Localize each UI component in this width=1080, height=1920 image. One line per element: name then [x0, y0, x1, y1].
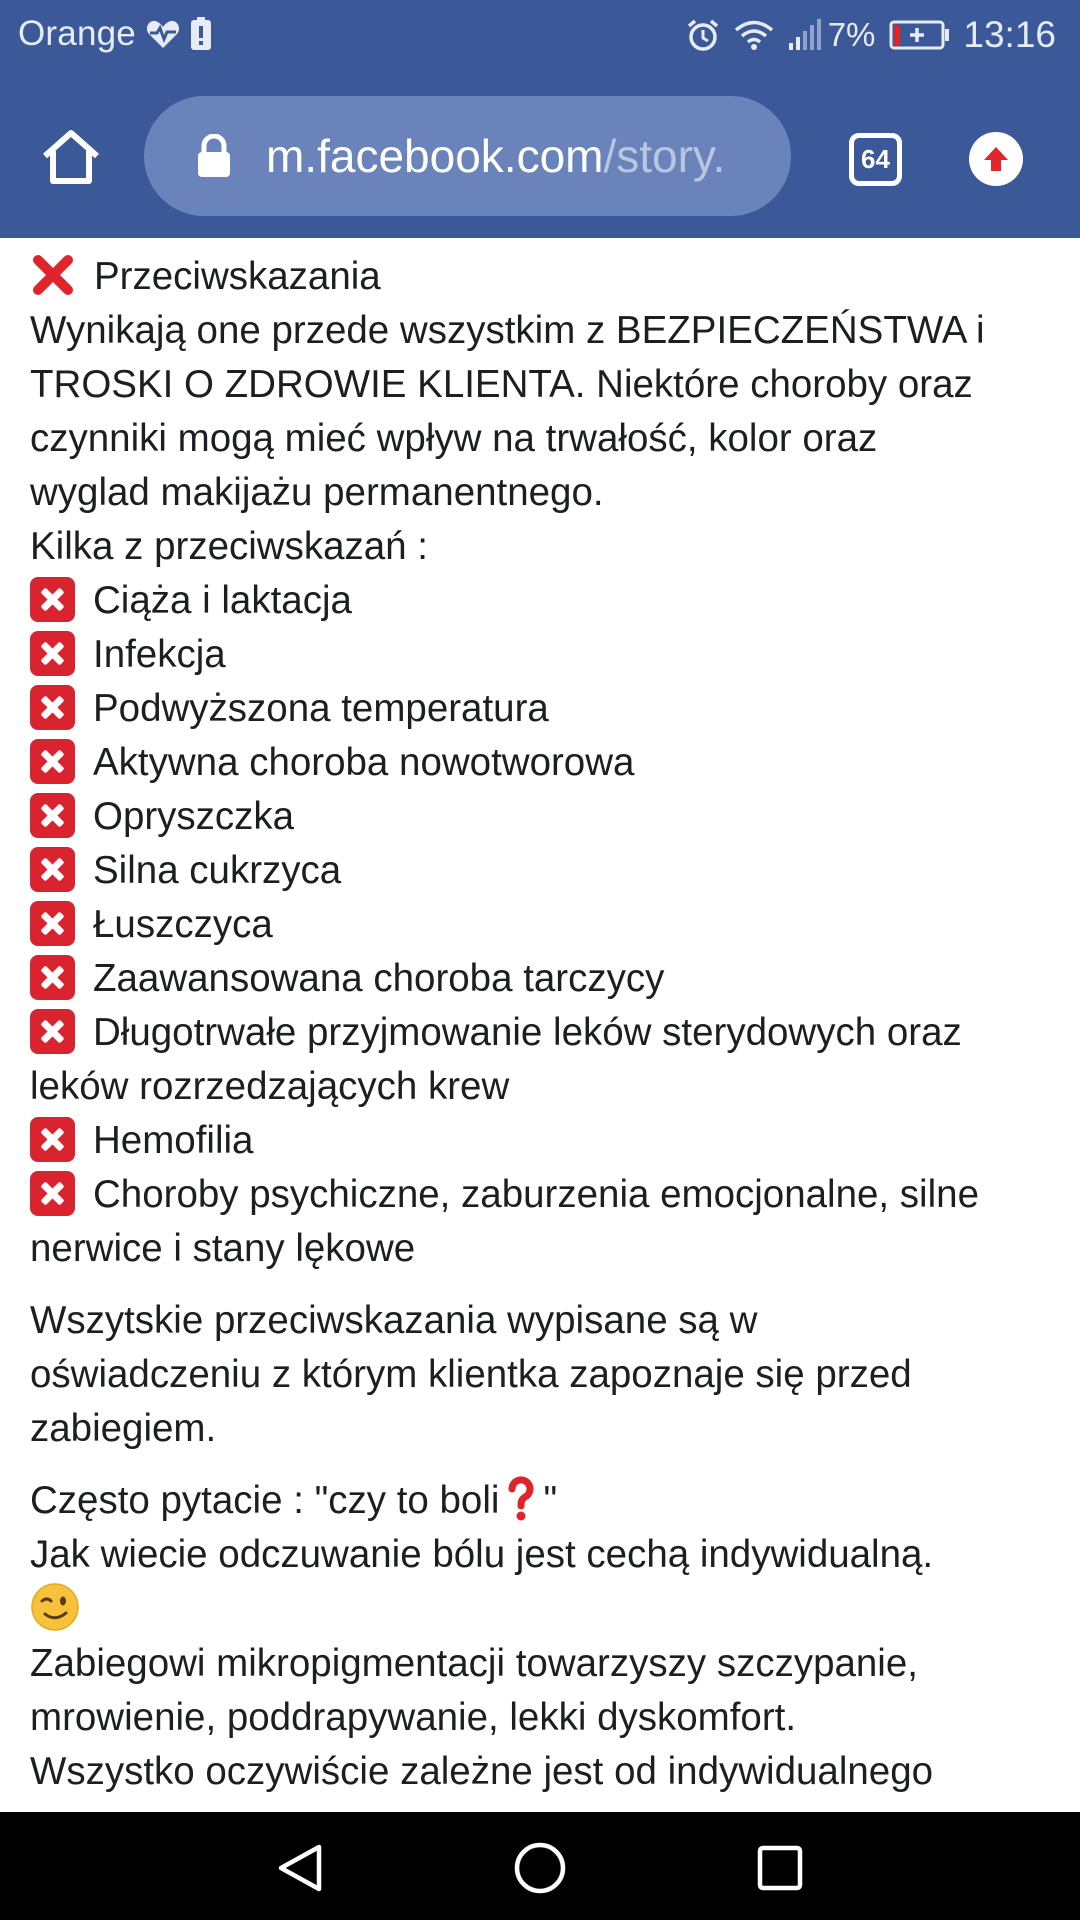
url-path: /story. [603, 130, 726, 182]
carrier-label: Orange [18, 14, 136, 53]
list-item [30, 1006, 1054, 1060]
battery-charging-icon [889, 20, 951, 50]
update-button[interactable] [969, 132, 1023, 186]
intro-line: czynniki mogą mieć wpływ na trwałość, kolor oraz [30, 417, 878, 460]
question-line [30, 1474, 1054, 1528]
list-item-text: Zaawansowana choroba tarczycy [93, 957, 665, 1000]
lock-icon [196, 134, 232, 178]
battery-percent: 7% [827, 16, 876, 53]
list-item [30, 1114, 1054, 1168]
intro-line: TROSKI O ZDROWIE KLIENTA. Niektóre choroby oraz [30, 363, 973, 406]
browser-chrome [0, 0, 1080, 238]
cross-mark-button-icon [30, 577, 75, 622]
home-icon [40, 128, 102, 186]
wink-line [30, 1582, 1054, 1637]
post-content [0, 238, 1080, 1812]
list-item-continuation: leków rozrzedzających krew [30, 1065, 510, 1108]
list-item [30, 574, 1054, 628]
paragraph-line: Zabiegowi mikropigmentacji towarzyszy szczypanie, [30, 1642, 918, 1685]
list-item-text: Opryszczka [93, 795, 295, 838]
cross-mark-button-icon [30, 1117, 75, 1162]
home-button[interactable] [38, 124, 104, 190]
list-item-text: Choroby psychiczne, zaburzenia emocjonalne, silne [93, 1173, 979, 1216]
cross-mark-icon [30, 252, 76, 298]
signal-icon [788, 19, 824, 51]
alarm-icon [686, 18, 720, 52]
tab-switcher-button[interactable] [849, 133, 902, 186]
cross-mark-button-icon [30, 1009, 75, 1054]
clock: 13:16 [963, 14, 1056, 55]
list-item [30, 790, 1054, 844]
heart-pulse-icon [146, 19, 180, 49]
paragraph-line: zabiegiem. [30, 1407, 217, 1450]
cross-mark-button-icon [30, 685, 75, 730]
status-left [18, 14, 212, 54]
heading-text: Przeciwskazania [94, 255, 381, 298]
list-item-text: Podwyższona temperatura [93, 687, 549, 730]
tab-count: 64 [861, 144, 890, 174]
cross-mark-button-icon [30, 1171, 75, 1216]
question-quote: " [543, 1479, 558, 1522]
winking-face-icon [30, 1582, 80, 1632]
cross-mark-button-icon [30, 631, 75, 676]
list-item [30, 1168, 1054, 1222]
address-bar[interactable] [144, 96, 791, 216]
list-item [30, 844, 1054, 898]
list-item [30, 628, 1054, 682]
paragraph-line: mrowienie, poddrapywanie, lekki dyskomfort. [30, 1696, 797, 1739]
paragraph-line: Wszystko oczywiście zależne jest od indywidualnego [30, 1750, 934, 1793]
list-item-text: Silna cukrzyca [93, 849, 342, 892]
wifi-icon [734, 19, 774, 51]
list-item-text: Łuszczyca [93, 903, 273, 946]
cross-mark-button-icon [30, 739, 75, 784]
question-text: Często pytacie : "czy to boli [30, 1479, 500, 1522]
paragraph-line: Wszytskie przeciwskazania wypisane są w [30, 1299, 758, 1342]
list-item [30, 736, 1054, 790]
contraindications-block [30, 250, 1054, 1276]
home-circle-icon [513, 1841, 567, 1895]
intro-line: wyglad makijażu permanentnego. [30, 471, 604, 514]
list-item-text: Infekcja [93, 633, 226, 676]
home-nav-button[interactable] [512, 1840, 568, 1896]
cross-mark-button-icon [30, 955, 75, 1000]
back-button[interactable] [272, 1840, 328, 1896]
url-text [266, 129, 725, 183]
paragraph-pain [30, 1474, 1054, 1799]
cross-mark-button-icon [30, 793, 75, 838]
status-bar [0, 0, 1080, 74]
post-heading [30, 250, 1054, 304]
intro-line: Kilka z przeciwskazań : [30, 525, 428, 568]
browser-toolbar [0, 74, 1080, 238]
system-navigation-bar [0, 1812, 1080, 1920]
back-triangle-icon [275, 1842, 325, 1894]
arrow-up-icon [981, 144, 1011, 174]
list-item-text: Długotrwałe przyjmowanie leków sterydowych oraz [93, 1011, 962, 1054]
url-host: m.facebook.com [266, 130, 604, 182]
list-item [30, 682, 1054, 736]
paragraph-line: oświadczeniu z którym klientka zapoznaje się przed [30, 1353, 912, 1396]
list-item-continuation: nerwice i stany lękowe [30, 1227, 416, 1270]
paragraph-line: Jak wiecie odczuwanie bólu jest cechą indywidualną. [30, 1533, 934, 1576]
list-item-text: Aktywna choroba nowotworowa [93, 741, 635, 784]
list-item [30, 898, 1054, 952]
list-item-text: Hemofilia [93, 1119, 254, 1162]
paragraph-statement [30, 1294, 1054, 1456]
list-item [30, 952, 1054, 1006]
question-mark-icon [507, 1476, 535, 1522]
list-item-text: Ciąża i laktacja [93, 579, 352, 622]
recent-square-icon [756, 1844, 804, 1892]
status-right [672, 14, 1056, 56]
cross-mark-button-icon [30, 847, 75, 892]
battery-alert-icon [190, 17, 212, 51]
intro-line: Wynikają one przede wszystkim z BEZPIECZEŃSTWA i [30, 309, 985, 352]
cross-mark-button-icon [30, 901, 75, 946]
recent-apps-button[interactable] [752, 1840, 808, 1896]
